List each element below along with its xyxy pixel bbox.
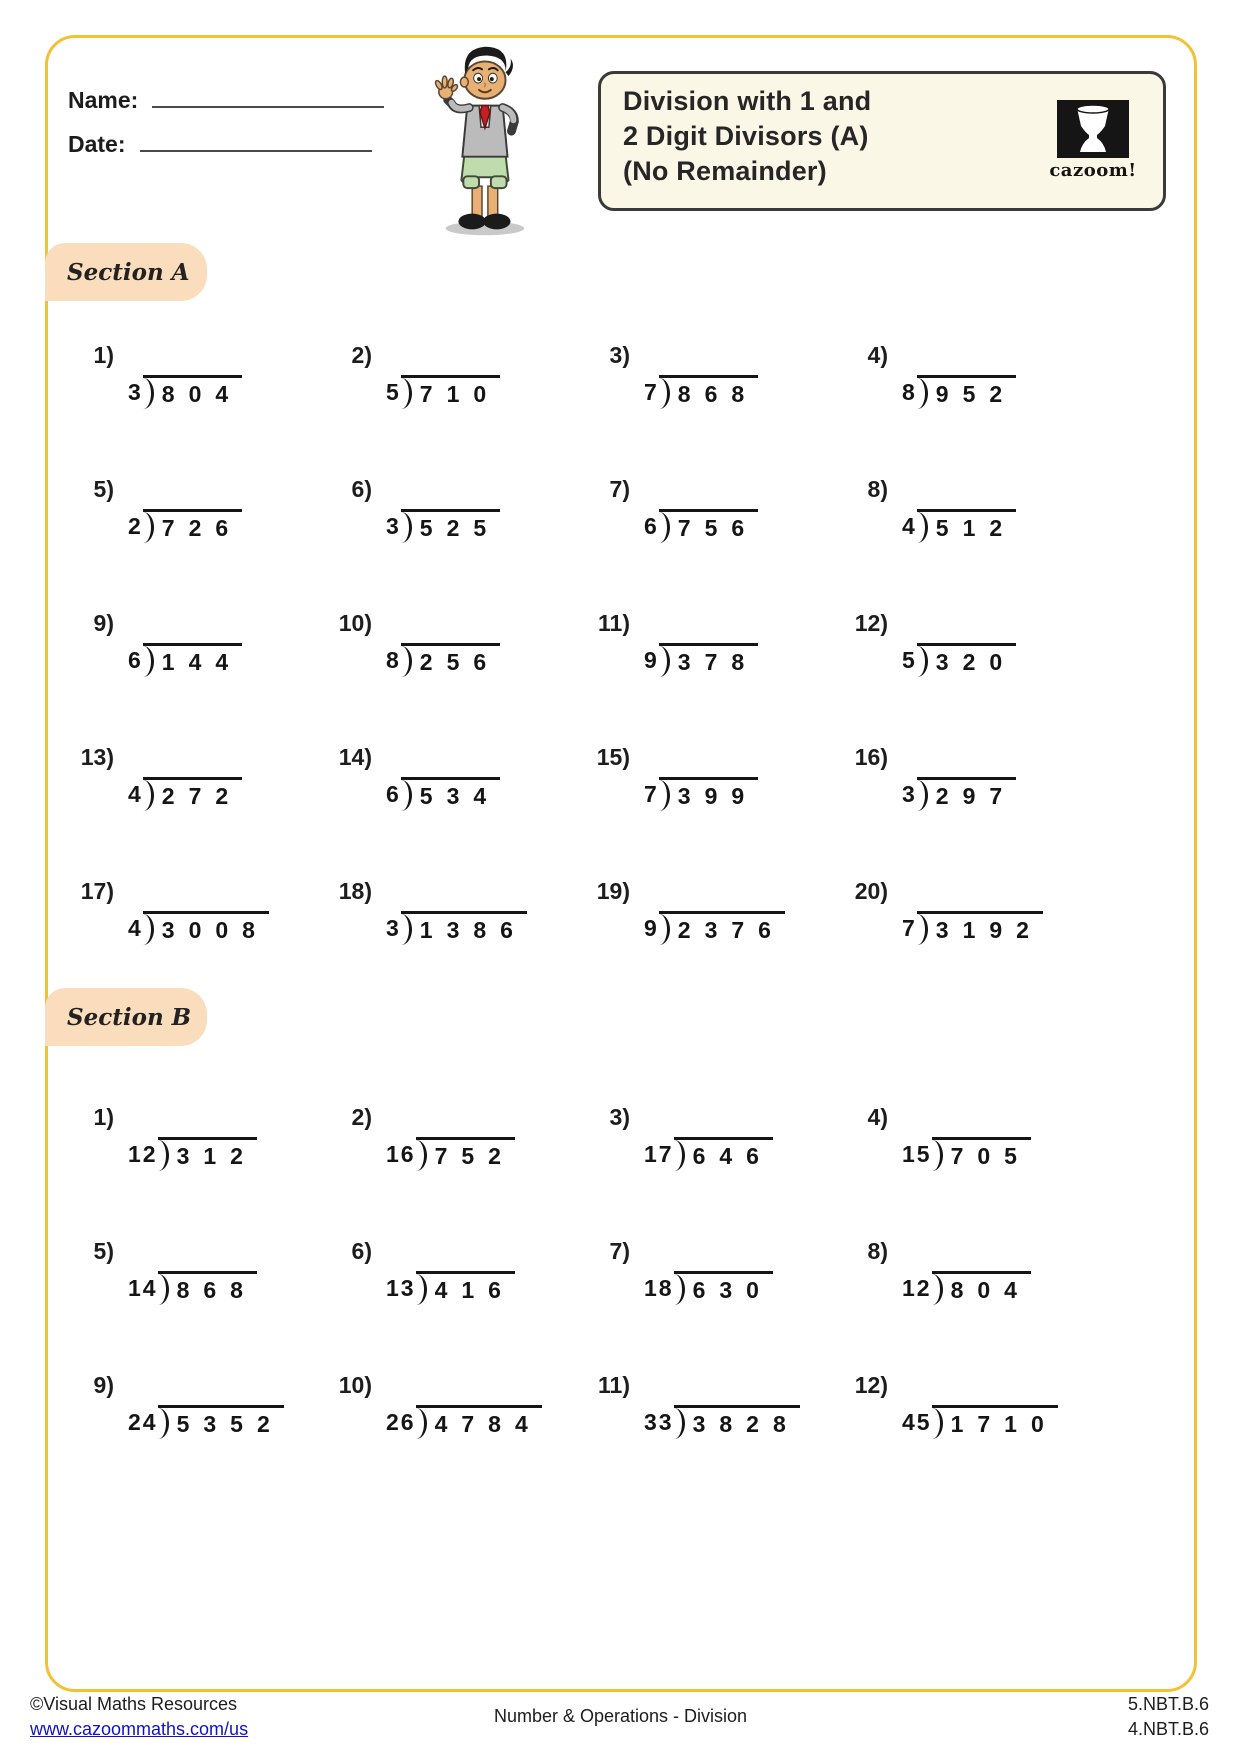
dividend: 1710 — [950, 1411, 1058, 1437]
name-blank-line — [152, 86, 384, 108]
vinculum-bar — [917, 643, 1016, 677]
problem-number: 10) — [338, 1372, 372, 1398]
dividend: 952 — [935, 381, 1017, 407]
divisor: 18 — [644, 1275, 674, 1301]
copyright-text: ©Visual Maths Resources — [30, 1694, 238, 1714]
division-problem — [48, 596, 306, 730]
division-bracket-icon — [917, 512, 928, 543]
vinculum-bar — [932, 1271, 1031, 1305]
dividend: 3008 — [161, 917, 269, 943]
divisor: 9 — [644, 915, 659, 941]
dividend: 752 — [434, 1143, 515, 1169]
division-bracket-icon — [659, 780, 670, 811]
division-problem — [564, 1224, 822, 1358]
vinculum-bar — [158, 1271, 257, 1305]
division-problem — [822, 1090, 1080, 1224]
vinculum-bar — [143, 643, 242, 677]
dividend: 726 — [161, 515, 243, 541]
dividend: 272 — [161, 783, 243, 809]
division-problem — [48, 864, 306, 998]
problem-number: 9) — [93, 610, 114, 636]
dividend: 144 — [161, 649, 243, 675]
problem-number: 6) — [351, 476, 372, 502]
long-division-expression — [902, 1271, 1031, 1305]
vinculum-bar — [917, 509, 1016, 543]
division-problem — [822, 1358, 1080, 1492]
division-problem — [306, 1224, 564, 1358]
division-problem — [306, 864, 564, 998]
long-division-expression — [386, 1271, 515, 1305]
division-bracket-icon — [401, 914, 412, 945]
vinculum-bar — [401, 911, 527, 945]
long-division-expression — [386, 777, 500, 811]
long-division-expression — [386, 911, 527, 945]
division-bracket-icon — [932, 1274, 943, 1305]
division-problem — [564, 730, 822, 864]
problem-number: 9) — [93, 1372, 114, 1398]
long-division-expression — [128, 1405, 284, 1439]
divisor: 16 — [386, 1141, 416, 1167]
divisor: 3 — [386, 513, 401, 539]
division-problem — [564, 328, 822, 462]
division-problem — [564, 1090, 822, 1224]
footer-standards — [1128, 1692, 1209, 1742]
division-problem — [306, 596, 564, 730]
divisor: 7 — [644, 379, 659, 405]
divisor: 26 — [386, 1409, 416, 1435]
section-b-label: Section B — [67, 1003, 192, 1031]
division-bracket-icon — [143, 378, 154, 409]
divisor: 8 — [902, 379, 917, 405]
division-bracket-icon — [917, 646, 928, 677]
divisor: 6 — [644, 513, 659, 539]
division-problem — [564, 864, 822, 998]
dividend: 646 — [692, 1143, 773, 1169]
problem-number: 14) — [338, 744, 372, 770]
long-division-expression — [902, 375, 1016, 409]
division-bracket-icon — [416, 1274, 427, 1305]
division-bracket-icon — [917, 780, 928, 811]
divisor: 7 — [902, 915, 917, 941]
vinculum-bar — [401, 777, 500, 811]
vinculum-bar — [659, 777, 758, 811]
section-a-header — [45, 243, 207, 301]
name-label: Name: — [68, 87, 139, 113]
long-division-expression — [128, 509, 242, 543]
problem-number: 17) — [80, 878, 114, 904]
long-division-expression — [128, 375, 242, 409]
vinculum-bar — [674, 1137, 773, 1171]
dividend: 416 — [434, 1277, 515, 1303]
vinculum-bar — [659, 375, 758, 409]
website-link[interactable]: www.cazoommaths.com/us — [30, 1719, 249, 1739]
problem-number: 7) — [609, 1238, 630, 1264]
long-division-expression — [386, 643, 500, 677]
dividend: 525 — [419, 515, 501, 541]
divisor: 5 — [902, 647, 917, 673]
dividend: 868 — [176, 1277, 257, 1303]
long-division-expression — [902, 509, 1016, 543]
long-division-expression — [644, 1137, 773, 1171]
divisor: 5 — [386, 379, 401, 405]
vinculum-bar — [659, 509, 758, 543]
long-division-expression — [386, 375, 500, 409]
long-division-expression — [386, 1405, 542, 1439]
division-problem — [48, 1224, 306, 1358]
problem-number: 3) — [609, 342, 630, 368]
division-problem — [822, 1224, 1080, 1358]
dividend: 756 — [677, 515, 759, 541]
vinculum-bar — [659, 911, 785, 945]
division-bracket-icon — [401, 780, 412, 811]
problem-number: 6) — [351, 1238, 372, 1264]
long-division-expression — [902, 643, 1016, 677]
division-problem — [306, 328, 564, 462]
vinculum-bar — [143, 375, 242, 409]
long-division-expression — [128, 911, 269, 945]
dividend: 378 — [677, 649, 759, 675]
divisor: 45 — [902, 1409, 932, 1435]
long-division-expression — [644, 509, 758, 543]
long-division-expression — [644, 643, 758, 677]
divisor: 33 — [644, 1409, 674, 1435]
vinculum-bar — [143, 777, 242, 811]
divisor: 9 — [644, 647, 659, 673]
vinculum-bar — [674, 1405, 800, 1439]
problem-number: 5) — [93, 1238, 114, 1264]
drum-icon — [1057, 100, 1129, 158]
divisor: 17 — [644, 1141, 674, 1167]
division-problem — [48, 1090, 306, 1224]
section-b-problem-grid — [48, 1090, 1080, 1492]
problem-number: 16) — [854, 744, 888, 770]
problem-number: 11) — [598, 610, 630, 636]
vinculum-bar — [401, 375, 500, 409]
dividend: 297 — [935, 783, 1017, 809]
divisor: 12 — [902, 1275, 932, 1301]
division-bracket-icon — [401, 378, 412, 409]
divisor: 2 — [128, 513, 143, 539]
division-bracket-icon — [674, 1274, 685, 1305]
division-problem — [822, 328, 1080, 462]
problem-number: 13) — [80, 744, 114, 770]
dividend: 399 — [677, 783, 759, 809]
division-bracket-icon — [143, 646, 154, 677]
vinculum-bar — [143, 911, 269, 945]
dividend: 3192 — [935, 917, 1043, 943]
title-line-3: (No Remainder) — [623, 156, 827, 186]
divisor: 12 — [128, 1141, 158, 1167]
problem-number: 12) — [854, 1372, 888, 1398]
title-line-2: 2 Digit Divisors (A) — [623, 121, 869, 151]
divisor: 6 — [386, 781, 401, 807]
division-bracket-icon — [143, 780, 154, 811]
dividend: 804 — [950, 1277, 1031, 1303]
problem-number: 19) — [596, 878, 630, 904]
long-division-expression — [128, 1137, 257, 1171]
vinculum-bar — [158, 1137, 257, 1171]
problem-number: 4) — [867, 342, 888, 368]
division-problem — [48, 1358, 306, 1492]
problem-number: 5) — [93, 476, 114, 502]
vinculum-bar — [158, 1405, 284, 1439]
cazoom-logo — [1047, 100, 1139, 181]
long-division-expression — [644, 1271, 773, 1305]
dividend: 534 — [419, 783, 501, 809]
divisor: 13 — [386, 1275, 416, 1301]
division-bracket-icon — [917, 378, 928, 409]
divisor: 15 — [902, 1141, 932, 1167]
section-a-problem-grid — [48, 328, 1080, 998]
division-problem — [306, 462, 564, 596]
division-bracket-icon — [659, 646, 670, 677]
division-bracket-icon — [158, 1274, 169, 1305]
division-bracket-icon — [917, 914, 928, 945]
dividend: 2376 — [677, 917, 785, 943]
dividend: 1386 — [419, 917, 527, 943]
divisor: 4 — [128, 915, 143, 941]
long-division-expression — [128, 1271, 257, 1305]
vinculum-bar — [416, 1271, 515, 1305]
problem-number: 2) — [351, 1104, 372, 1130]
division-problem — [48, 462, 306, 596]
vinculum-bar — [416, 1137, 515, 1171]
vinculum-bar — [143, 509, 242, 543]
division-bracket-icon — [143, 512, 154, 543]
dividend: 5352 — [176, 1411, 284, 1437]
division-bracket-icon — [158, 1140, 169, 1171]
dividend: 4784 — [434, 1411, 542, 1437]
name-field-row — [68, 86, 384, 114]
divisor: 14 — [128, 1275, 158, 1301]
division-bracket-icon — [674, 1140, 685, 1171]
divisor: 3 — [386, 915, 401, 941]
long-division-expression — [386, 509, 500, 543]
division-bracket-icon — [401, 646, 412, 677]
dividend: 710 — [419, 381, 501, 407]
problem-number: 18) — [338, 878, 372, 904]
dividend: 320 — [935, 649, 1017, 675]
vinculum-bar — [932, 1405, 1058, 1439]
worksheet-frame — [45, 35, 1197, 1692]
vinculum-bar — [917, 375, 1016, 409]
division-bracket-icon — [659, 512, 670, 543]
problem-number: 10) — [338, 610, 372, 636]
vinculum-bar — [932, 1137, 1031, 1171]
date-label: Date: — [68, 131, 126, 157]
division-problem — [564, 596, 822, 730]
long-division-expression — [902, 1405, 1058, 1439]
division-bracket-icon — [401, 512, 412, 543]
division-bracket-icon — [416, 1140, 427, 1171]
dividend: 256 — [419, 649, 501, 675]
division-problem — [48, 328, 306, 462]
division-bracket-icon — [932, 1408, 943, 1439]
vinculum-bar — [917, 777, 1016, 811]
long-division-expression — [902, 911, 1043, 945]
title-line-1: Division with 1 and — [623, 86, 872, 116]
division-bracket-icon — [659, 914, 670, 945]
long-division-expression — [128, 777, 242, 811]
division-problem — [306, 1090, 564, 1224]
vinculum-bar — [401, 509, 500, 543]
dividend: 512 — [935, 515, 1017, 541]
division-bracket-icon — [932, 1140, 943, 1171]
division-problem — [306, 730, 564, 864]
long-division-expression — [644, 911, 785, 945]
long-division-expression — [644, 375, 758, 409]
division-bracket-icon — [674, 1408, 685, 1439]
dividend: 868 — [677, 381, 759, 407]
problem-number: 3) — [609, 1104, 630, 1130]
problem-number: 8) — [867, 476, 888, 502]
dividend: 312 — [176, 1143, 257, 1169]
division-problem — [564, 462, 822, 596]
divisor: 24 — [128, 1409, 158, 1435]
problem-number: 7) — [609, 476, 630, 502]
divisor: 8 — [386, 647, 401, 673]
cazoom-logo-text: cazoom! — [1049, 160, 1137, 181]
date-blank-line — [140, 130, 372, 152]
vinculum-bar — [674, 1271, 773, 1305]
long-division-expression — [902, 777, 1016, 811]
problem-number: 8) — [867, 1238, 888, 1264]
vinculum-bar — [659, 643, 758, 677]
problem-number: 15) — [596, 744, 630, 770]
long-division-expression — [128, 643, 242, 677]
problem-number: 11) — [598, 1372, 630, 1398]
division-problem — [822, 462, 1080, 596]
division-problem — [822, 730, 1080, 864]
vinculum-bar — [401, 643, 500, 677]
problem-number: 4) — [867, 1104, 888, 1130]
divisor: 4 — [902, 513, 917, 539]
divisor: 3 — [902, 781, 917, 807]
problem-number: 12) — [854, 610, 888, 636]
division-bracket-icon — [158, 1408, 169, 1439]
divisor: 6 — [128, 647, 143, 673]
divisor: 3 — [128, 379, 143, 405]
divisor: 4 — [128, 781, 143, 807]
problem-number: 1) — [93, 342, 114, 368]
division-problem — [564, 1358, 822, 1492]
vinculum-bar — [917, 911, 1043, 945]
worksheet-title — [623, 84, 871, 189]
division-problem — [822, 864, 1080, 998]
standard-code-2: 4.NBT.B.6 — [1127, 1719, 1209, 1739]
divisor: 7 — [644, 781, 659, 807]
dividend: 3828 — [692, 1411, 800, 1437]
dividend: 804 — [161, 381, 243, 407]
dividend: 630 — [692, 1277, 773, 1303]
vinculum-bar — [416, 1405, 542, 1439]
standard-code-1: 5.NBT.B.6 — [1127, 1694, 1209, 1714]
section-a-label: Section A — [67, 258, 190, 286]
division-bracket-icon — [416, 1408, 427, 1439]
division-problem — [48, 730, 306, 864]
footer-topic: Number & Operations - Division — [493, 1706, 748, 1726]
division-problem — [822, 596, 1080, 730]
problem-number: 1) — [93, 1104, 114, 1130]
long-division-expression — [644, 1405, 800, 1439]
date-field-row — [68, 130, 372, 158]
long-division-expression — [644, 777, 758, 811]
long-division-expression — [902, 1137, 1031, 1171]
worksheet-title-box — [598, 71, 1166, 211]
division-bracket-icon — [659, 378, 670, 409]
division-problem — [306, 1358, 564, 1492]
cartoon-boy-illustration — [428, 40, 536, 238]
section-b-header — [45, 988, 207, 1046]
long-division-expression — [386, 1137, 515, 1171]
dividend: 705 — [950, 1143, 1031, 1169]
division-bracket-icon — [143, 914, 154, 945]
problem-number: 2) — [351, 342, 372, 368]
problem-number: 20) — [854, 878, 888, 904]
